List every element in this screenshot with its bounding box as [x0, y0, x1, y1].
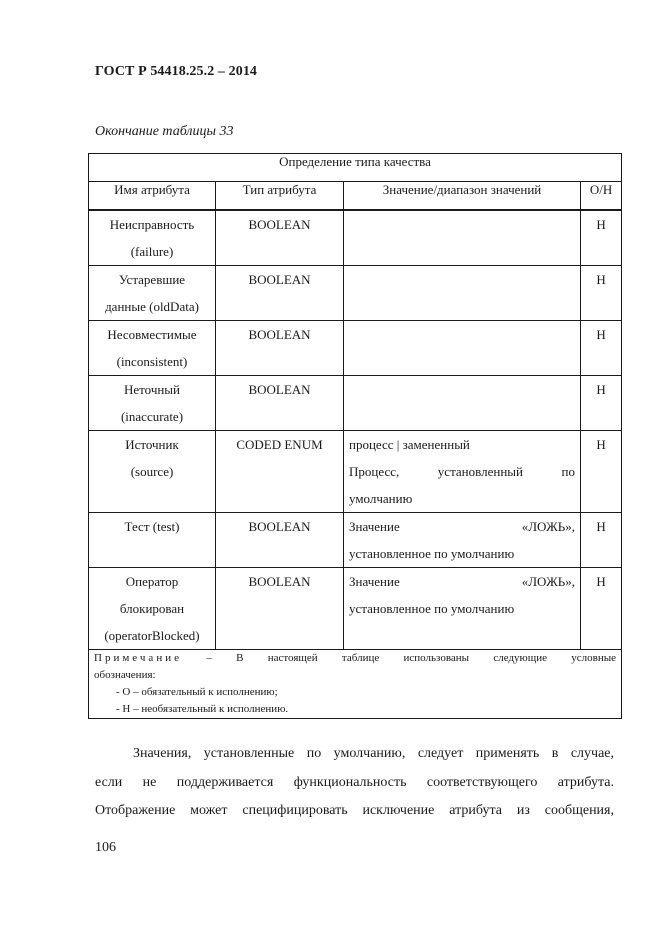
- attribute-value-line: Значение «ЛОЖЬ»,: [349, 519, 575, 534]
- attribute-required-cell: Н: [581, 376, 622, 431]
- table-group-title: Определение типа качества: [89, 154, 622, 182]
- attribute-type-cell: BOOLEAN: [216, 568, 344, 650]
- attribute-value-line: умолчанию: [349, 491, 413, 506]
- document-header: ГОСТ Р 54418.25.2 – 2014: [95, 64, 258, 79]
- table-row-failure: [89, 210, 622, 266]
- page-number: 106: [95, 840, 116, 855]
- attribute-value-cell: [344, 568, 581, 650]
- column-header-required: О/Н: [581, 182, 622, 211]
- attribute-name-line: (inaccurate): [120, 409, 184, 424]
- attribute-value-line: установленное по умолчанию: [349, 546, 515, 561]
- note-label: Примечание: [94, 652, 182, 664]
- attribute-required-cell: Н: [581, 210, 622, 266]
- attribute-value-cell: [344, 210, 581, 266]
- attribute-name-line: (failure): [130, 244, 174, 259]
- note-second-line: обозначения:: [94, 669, 156, 681]
- body-line: если не поддерживается функциональность соответствующего атрибута.: [95, 774, 614, 790]
- note-item: - Н – необязательный к исполнению.: [116, 703, 289, 715]
- attribute-table: [88, 153, 622, 719]
- attribute-name-cell: [89, 376, 216, 431]
- attribute-type-cell: BOOLEAN: [216, 210, 344, 266]
- table-caption: Окончание таблицы 33: [95, 124, 234, 139]
- attribute-type-cell: BOOLEAN: [216, 266, 344, 321]
- attribute-name-line: Неточный: [123, 382, 181, 397]
- attribute-value-line: процесс | замененный: [349, 437, 470, 452]
- attribute-value-line: установленное по умолчанию: [349, 601, 515, 616]
- attribute-name-line: Тест (test): [124, 519, 180, 534]
- attribute-required-cell: Н: [581, 266, 622, 321]
- attribute-name-line: Неисправность: [109, 217, 195, 232]
- column-header-value: Значение/диапазон значений: [344, 182, 581, 211]
- body-line: Значения, установленные по умолчанию, следует применять в случае,: [133, 746, 614, 761]
- attribute-value-cell: [344, 376, 581, 431]
- table-row-source: [89, 431, 622, 513]
- attribute-type-cell: BOOLEAN: [216, 513, 344, 568]
- attribute-name-line: Источник: [125, 437, 179, 452]
- attribute-value-cell: [344, 266, 581, 321]
- attribute-name-line: (operatorBlocked): [104, 628, 200, 643]
- attribute-name-cell: [89, 321, 216, 376]
- column-header-type: Тип атрибута: [216, 182, 344, 211]
- attribute-name-line: данные (oldData): [105, 299, 199, 314]
- attribute-value-line: Процесс, установленный по: [349, 464, 575, 479]
- attribute-name-cell: [89, 266, 216, 321]
- attribute-name-line: блокирован: [119, 601, 185, 616]
- table-row-inaccurate: [89, 376, 622, 431]
- attribute-name-cell: [89, 568, 216, 650]
- body-paragraph: [95, 740, 614, 826]
- attribute-value-cell: [344, 431, 581, 513]
- table-row-operator-blocked: [89, 568, 622, 650]
- attribute-value-cell: [344, 513, 581, 568]
- attribute-required-cell: Н: [581, 513, 622, 568]
- attribute-type-cell: BOOLEAN: [216, 376, 344, 431]
- attribute-type-cell: BOOLEAN: [216, 321, 344, 376]
- attribute-required-cell: Н: [581, 568, 622, 650]
- body-line: Отображение может специфицировать исключение атрибута из сообщения,: [95, 803, 614, 818]
- table-row-test: [89, 513, 622, 568]
- table-row-inconsistent: [89, 321, 622, 376]
- attribute-required-cell: Н: [581, 431, 622, 513]
- attribute-name-line: Устаревшие: [118, 272, 186, 287]
- attribute-name-cell: [89, 210, 216, 266]
- attribute-name-line: (inconsistent): [116, 354, 188, 369]
- note-item: - О – обязательный к исполнению;: [116, 686, 278, 698]
- table-note: [89, 650, 622, 719]
- column-header-name: Имя атрибута: [89, 182, 216, 211]
- note-first-text: – В настоящей таблице использованы следующие условные: [206, 652, 617, 664]
- attribute-name-line: Оператор: [125, 574, 179, 589]
- attribute-value-cell: [344, 321, 581, 376]
- attribute-type-cell: CODED ENUM: [216, 431, 344, 513]
- table-note-row: [89, 650, 622, 719]
- attribute-name-line: Несовместимые: [107, 327, 197, 342]
- table-row-old-data: [89, 266, 622, 321]
- attribute-name-cell: [89, 431, 216, 513]
- note-first-line: [94, 650, 616, 667]
- attribute-name-cell: [89, 513, 216, 568]
- attribute-name-line: (source): [130, 464, 174, 479]
- attribute-value-line: Значение «ЛОЖЬ»,: [349, 574, 575, 589]
- attribute-required-cell: Н: [581, 321, 622, 376]
